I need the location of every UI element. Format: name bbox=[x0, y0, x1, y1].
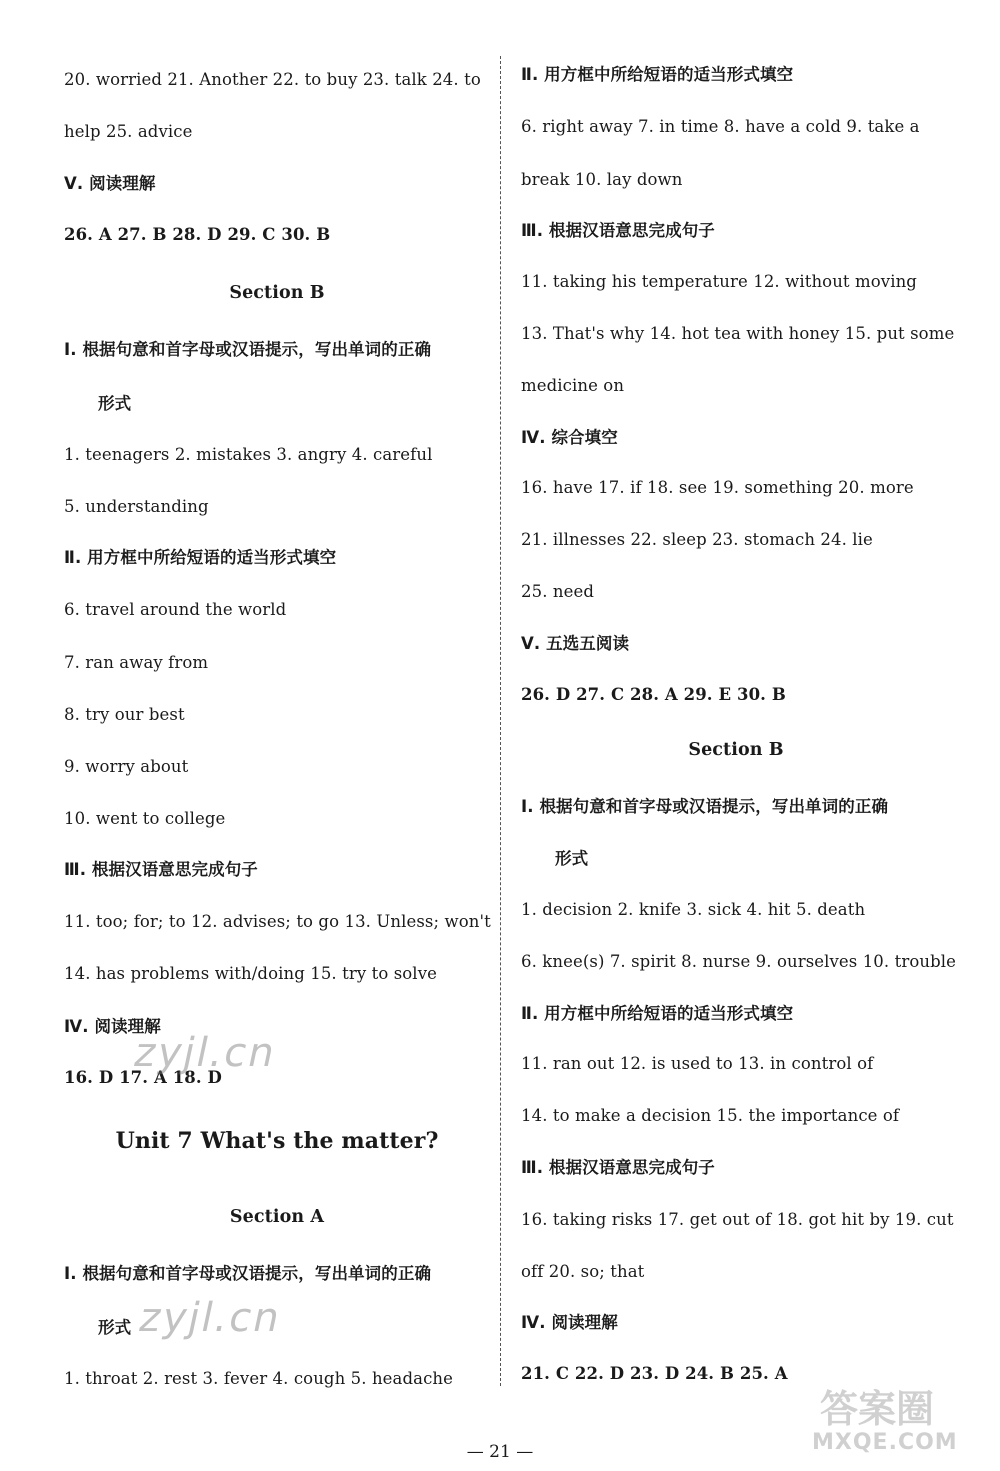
answer-line: 8. try our best bbox=[64, 705, 185, 724]
watermark-url: MXQE.COM bbox=[812, 1430, 958, 1455]
section-heading: Ⅳ. 阅读理解 bbox=[521, 1313, 618, 1332]
answer-line: 25. need bbox=[521, 582, 595, 601]
section-heading: Ⅱ. 用方框中所给短语的适当形式填空 bbox=[521, 65, 794, 84]
unit-title: Unit 7 What's the matter? bbox=[115, 1128, 439, 1154]
answer-line: 6. travel around the world bbox=[64, 600, 287, 619]
answer-line: 11. ran out 12. is used to 13. in control of bbox=[521, 1054, 874, 1073]
answer-line: 11. taking his temperature 12. without moving bbox=[521, 272, 917, 291]
page-number: — 21 — bbox=[466, 1442, 534, 1462]
section-heading: Ⅲ. 根据汉语意思完成句子 bbox=[521, 1158, 715, 1177]
watermark-logo: 答案圈 bbox=[820, 1387, 935, 1431]
section-heading: Ⅲ. 根据汉语意思完成句子 bbox=[521, 221, 715, 240]
answer-line: 21. C 22. D 23. D 24. B 25. A bbox=[521, 1364, 788, 1383]
section-heading: Ⅴ. 五选五阅读 bbox=[521, 634, 630, 653]
answer-line: break 10. lay down bbox=[521, 170, 683, 189]
section-heading-cont: 形式 bbox=[98, 394, 132, 413]
section-heading-cont: 形式 bbox=[555, 849, 589, 868]
answer-line: help 25. advice bbox=[64, 122, 193, 141]
answer-line: 9. worry about bbox=[64, 757, 189, 776]
answer-line: 21. illnesses 22. sleep 23. stomach 24. lie bbox=[521, 530, 873, 549]
answer-line: 26. D 27. C 28. A 29. E 30. B bbox=[521, 685, 786, 704]
answer-line: 14. to make a decision 15. the importance of bbox=[521, 1106, 900, 1125]
answer-line: 13. That's why 14. hot tea with honey 15. put some bbox=[521, 324, 955, 343]
answer-line: 7. ran away from bbox=[64, 653, 209, 672]
answer-line: 16. taking risks 17. get out of 18. got hit by 19. cut bbox=[521, 1210, 954, 1229]
section-heading: Ⅰ. 根据句意和首字母或汉语提示，写出单词的正确 bbox=[64, 1264, 432, 1283]
section-heading: Ⅰ. 根据句意和首字母或汉语提示，写出单词的正确 bbox=[64, 340, 432, 359]
section-heading: Ⅳ. 综合填空 bbox=[521, 428, 618, 447]
watermark: zyjl.cn bbox=[130, 1030, 281, 1076]
answer-line: 26. A 27. B 28. D 29. C 30. B bbox=[64, 225, 331, 244]
answer-line: 10. went to college bbox=[64, 809, 226, 828]
answer-line: 14. has problems with/doing 15. try to solve bbox=[64, 964, 437, 983]
answer-line: 1. decision 2. knife 3. sick 4. hit 5. death bbox=[521, 900, 866, 919]
section-heading: Ⅰ. 根据句意和首字母或汉语提示，写出单词的正确 bbox=[521, 797, 889, 816]
answer-line: 11. too; for; to 12. advises; to go 13. Unless; won't bbox=[64, 912, 491, 931]
section-heading-cont: 形式 bbox=[98, 1318, 132, 1337]
answer-line: 1. teenagers 2. mistakes 3. angry 4. careful bbox=[64, 445, 433, 464]
answer-line: 16. D 17. A 18. D bbox=[64, 1068, 222, 1087]
answer-line: 6. right away 7. in time 8. have a cold 9. take a bbox=[521, 117, 920, 136]
section-heading: Ⅳ. 阅读理解 bbox=[64, 1017, 161, 1036]
section-title: Section A bbox=[229, 1207, 325, 1227]
section-heading: Ⅱ. 用方框中所给短语的适当形式填空 bbox=[64, 548, 337, 567]
section-heading: Ⅴ. 阅读理解 bbox=[64, 174, 156, 193]
column-divider bbox=[500, 56, 501, 1386]
section-heading: Ⅱ. 用方框中所给短语的适当形式填空 bbox=[521, 1004, 794, 1023]
answer-line: off 20. so; that bbox=[521, 1262, 645, 1281]
section-title: Section B bbox=[229, 283, 325, 303]
watermark: zyjl.cn bbox=[135, 1295, 286, 1341]
answer-line: 6. knee(s) 7. spirit 8. nurse 9. ourselves 10. trouble bbox=[521, 952, 956, 971]
answer-line: 16. have 17. if 18. see 19. something 20. more bbox=[521, 478, 914, 497]
answer-line: medicine on bbox=[521, 376, 625, 395]
answer-line: 1. throat 2. rest 3. fever 4. cough 5. headache bbox=[64, 1369, 454, 1388]
answer-line: 5. understanding bbox=[64, 497, 209, 516]
section-heading: Ⅲ. 根据汉语意思完成句子 bbox=[64, 860, 258, 879]
answer-line: 20. worried 21. Another 22. to buy 23. talk 24. to bbox=[64, 70, 481, 89]
section-title: Section B bbox=[688, 740, 784, 760]
